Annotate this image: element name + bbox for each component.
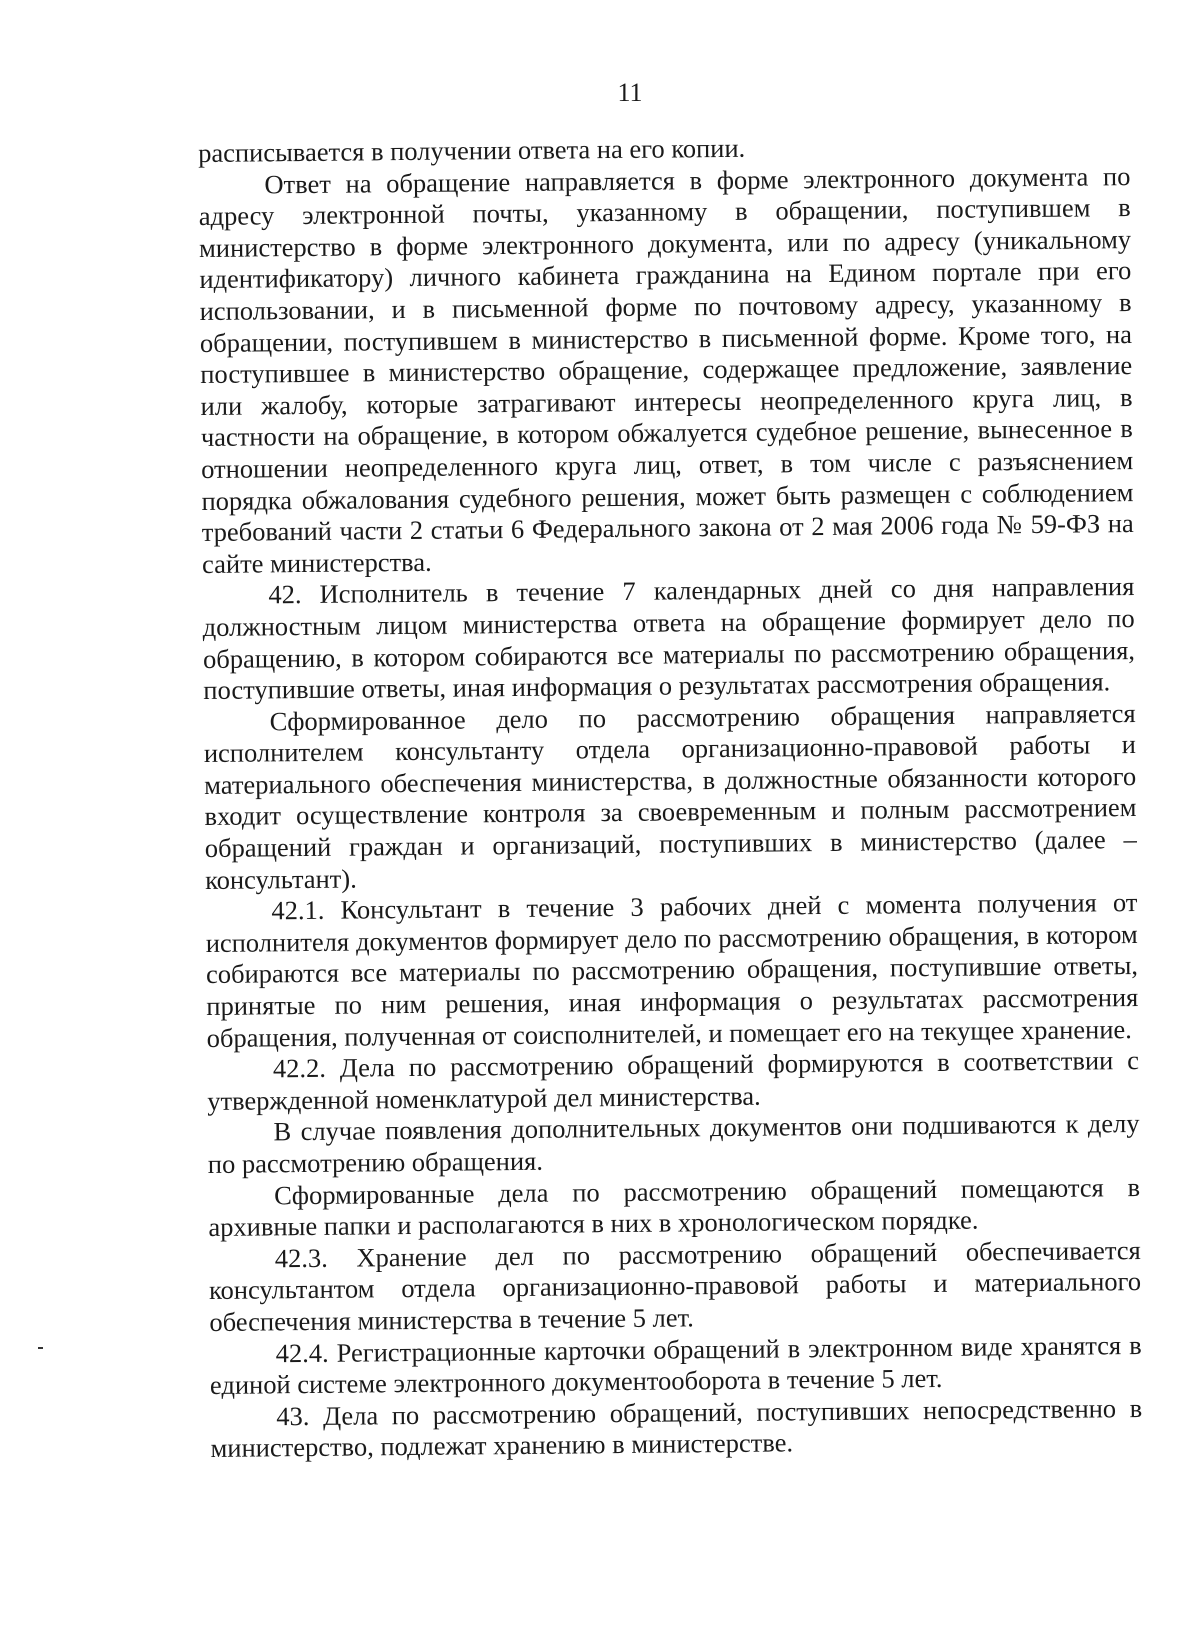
paragraph-42-2: 42.2. Дела по рассмотрению обращений формируются в соответствии с утвержденной номенклатурой дел министерства. bbox=[207, 1045, 1140, 1116]
scan-speck bbox=[38, 1347, 43, 1349]
paragraph-42-1: 42.1. Консультант в течение 3 рабочих дней с момента получения от исполнителя документов формирует дело по рассмотрению обращения, в котором собираются все материалы по рассмотрению обращения, поступившие ответы, принятые по ним решения, иная информация о результатах рассмотрения обращения, полученная от соисполнителей, и помещает его на текущее хранение. bbox=[205, 887, 1139, 1053]
paragraph-42-4: 42.4. Регистрационные карточки обращений в электронном виде хранятся в единой системе электронного документооборота в течение 5 лет. bbox=[209, 1329, 1142, 1401]
paragraph-case-sent: Сформированное дело по рассмотрению обращения направляется исполнителем консультанту отдела организационно-правовой работы и материального обеспечения министерства, в должностные обязанности которого входит осуществление контроля за своевременным и полным рассмотрением обращений граждан и организаций, поступивших в министерство (далее – консультант). bbox=[203, 697, 1137, 895]
paragraph-archive-folders: Сформированные дела по рассмотрению обращений помещаются в архивные папки и располагаются в них в хронологическом порядке. bbox=[208, 1171, 1141, 1243]
paragraph-answer-form: Ответ на обращение направляется в форме электронного документа по адресу электронной почты, указанному в обращении, поступившем в министерство в форме электронного документа, или по адресу (уникальному идентификатору) личного кабинета гражданина на Едином портале при его использовании, и в письменной форме по почтовому адресу, указанному в обращении, поступившем в министерство в письменной форме. Кроме того, на поступившее в министерство обращение, содержащее предложение, заявление или жалобу, которые затрагивают интересы неопределенного круга лиц, в частности на обращение, в котором обжалуется судебное решение, вынесенное в отношении неопределенного круга лиц, ответ, в том числе с разъяснением порядка обжалования судебного решения, может быть размещен с соблюдением требований части 2 статьи 6 Федерального закона от 2 мая 2006 года № 59-ФЗ на сайте министерства. bbox=[198, 160, 1134, 579]
paragraph-43: 43. Дела по рассмотрению обращений, поступивших непосредственно в министерство, подлежат хранению в министерстве. bbox=[210, 1392, 1143, 1464]
paragraph-42: 42. Исполнитель в течение 7 календарных дней со дня направления должностным лицом министерства ответа на обращение формирует дело по обращению, в котором собираются все материалы по рассмотрению обращения, поступившие ответы, иная информация о результатах рассмотрения обращения. bbox=[202, 571, 1136, 706]
page-number: 11 bbox=[617, 78, 643, 107]
paragraph-continuation: расписывается в получении ответа на его копии. bbox=[198, 132, 746, 168]
document-body bbox=[198, 129, 1143, 1465]
paragraph-42-3: 42.3. Хранение дел по рассмотрению обращений обеспечивается консультантом отдела организационно-правовой работы и материального обеспечения министерства в течение 5 лет. bbox=[208, 1234, 1142, 1337]
paragraph-additional-docs: В случае появления дополнительных документов они подшиваются к делу по рассмотрению обращения. bbox=[207, 1108, 1140, 1179]
